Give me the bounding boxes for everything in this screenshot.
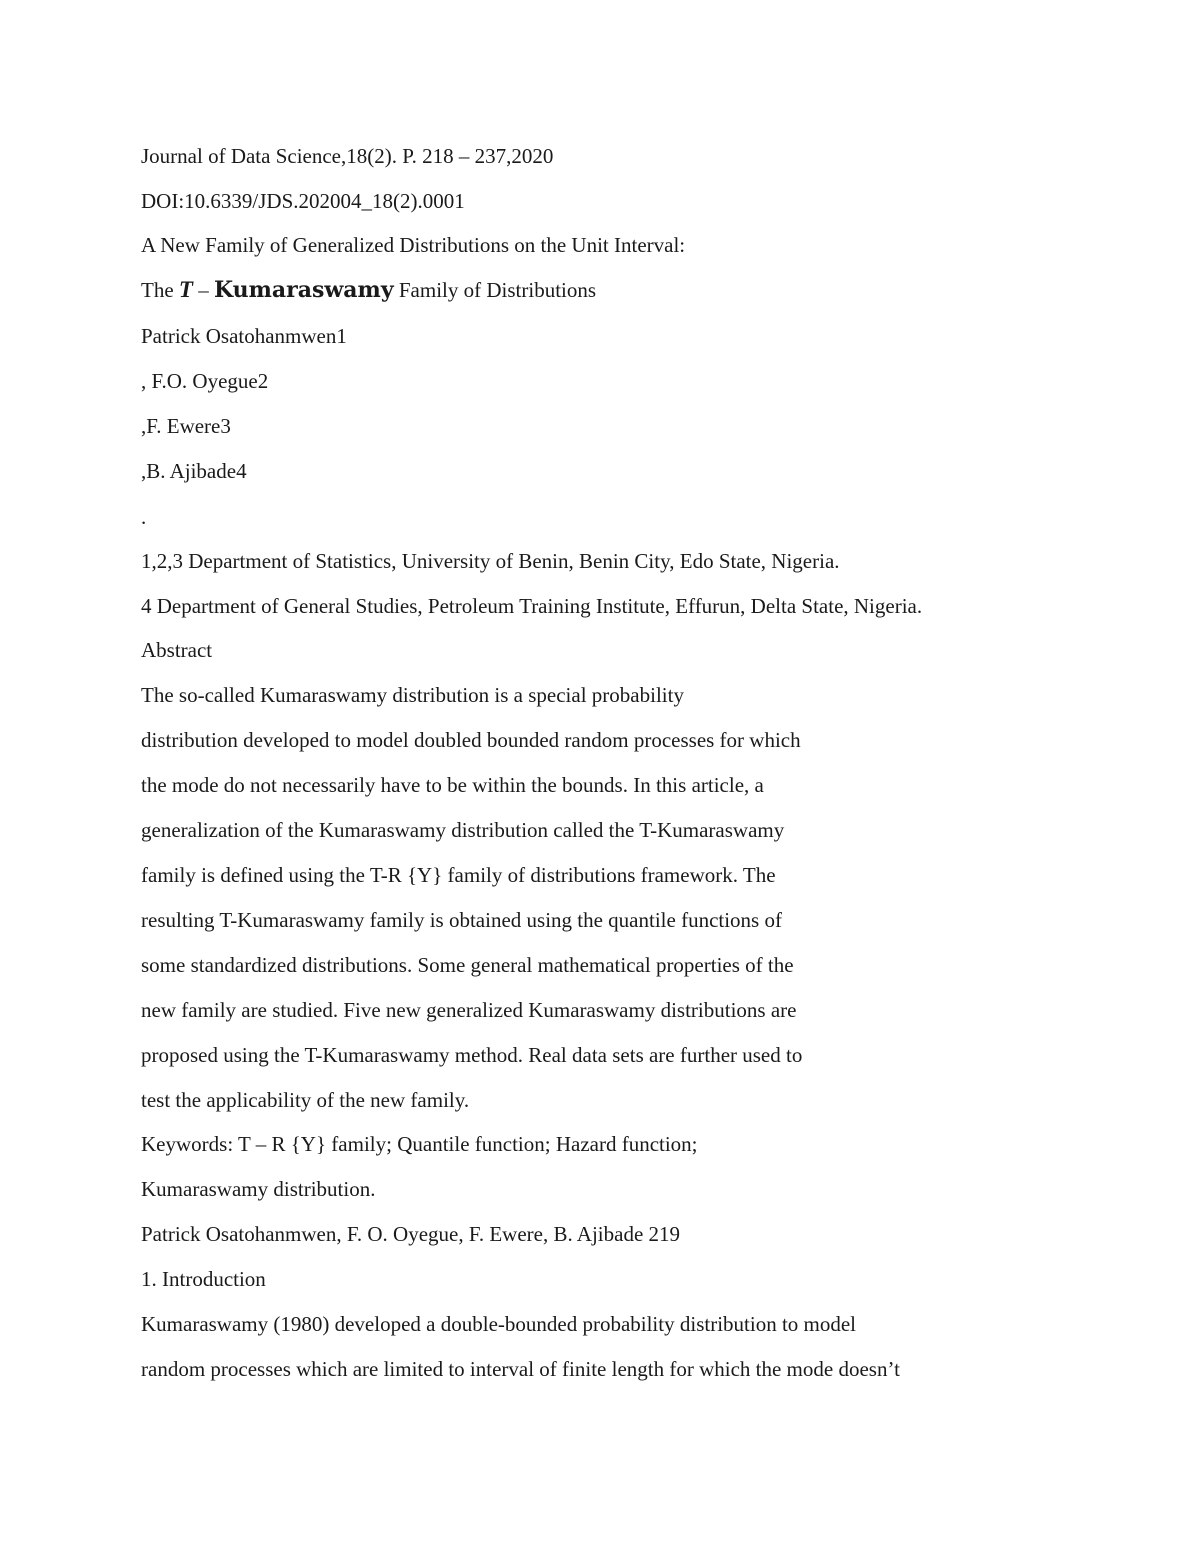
title-kumaraswamy: Kumaraswamy: [213, 277, 394, 303]
affiliation-2: 4 Department of General Studies, Petroleum Training Institute, Effurun, Delta State, Nigeria.: [141, 594, 923, 618]
abstract-heading: Abstract: [141, 638, 213, 662]
doi: DOI:10.6339/JDS.202004_18(2).0001: [141, 189, 465, 213]
abstract-line: some standardized distributions. Some general mathematical properties of the: [141, 953, 794, 977]
journal-citation: Journal of Data Science,18(2). P. 218 – 237,2020: [141, 144, 554, 168]
author-3: ,F. Ewere3: [141, 414, 231, 438]
title-line-2: [141, 276, 596, 304]
introduction-line: Kumaraswamy (1980) developed a double-bounded probability distribution to model: [141, 1312, 857, 1336]
author-1: Patrick Osatohanmwen1: [141, 324, 347, 348]
introduction-heading: 1. Introduction: [141, 1267, 266, 1291]
abstract-line: test the applicability of the new family.: [141, 1088, 470, 1112]
abstract-line: The so-called Kumaraswamy distribution is a special probability: [141, 683, 684, 707]
running-header: Patrick Osatohanmwen, F. O. Oyegue, F. Ewere, B. Ajibade 219: [141, 1222, 681, 1246]
affiliation-1: 1,2,3 Department of Statistics, University of Benin, Benin City, Edo State, Nigeria.: [141, 549, 840, 573]
keywords-line-2: Kumaraswamy distribution.: [141, 1177, 376, 1201]
title-suffix: Family of Distributions: [393, 278, 597, 302]
abstract-line: the mode do not necessarily have to be within the bounds. In this article, a: [141, 773, 764, 797]
title-dash: –: [192, 278, 214, 302]
author-4: ,B. Ajibade4: [141, 459, 247, 483]
title-line-1: A New Family of Generalized Distributions on the Unit Interval:: [141, 233, 686, 257]
abstract-line: distribution developed to model doubled bounded random processes for which: [141, 728, 801, 752]
abstract-line: proposed using the T-Kumaraswamy method. Real data sets are further used to: [141, 1043, 803, 1067]
abstract-line: resulting T-Kumaraswamy family is obtained using the quantile functions of: [141, 908, 782, 932]
title-prefix: The: [141, 278, 179, 302]
keywords-line-1: Keywords: T – R {Y} family; Quantile function; Hazard function;: [141, 1132, 698, 1156]
author-terminator: .: [141, 505, 147, 529]
introduction-line: random processes which are limited to interval of finite length for which the mode doesn’t: [141, 1357, 900, 1381]
abstract-line: family is defined using the T-R {Y} family of distributions framework. The: [141, 863, 776, 887]
title-t-symbol: T: [178, 277, 193, 302]
abstract-line: new family are studied. Five new generalized Kumaraswamy distributions are: [141, 998, 797, 1022]
author-2: , F.O. Oyegue2: [141, 369, 269, 393]
abstract-line: generalization of the Kumaraswamy distribution called the T-Kumaraswamy: [141, 818, 785, 842]
